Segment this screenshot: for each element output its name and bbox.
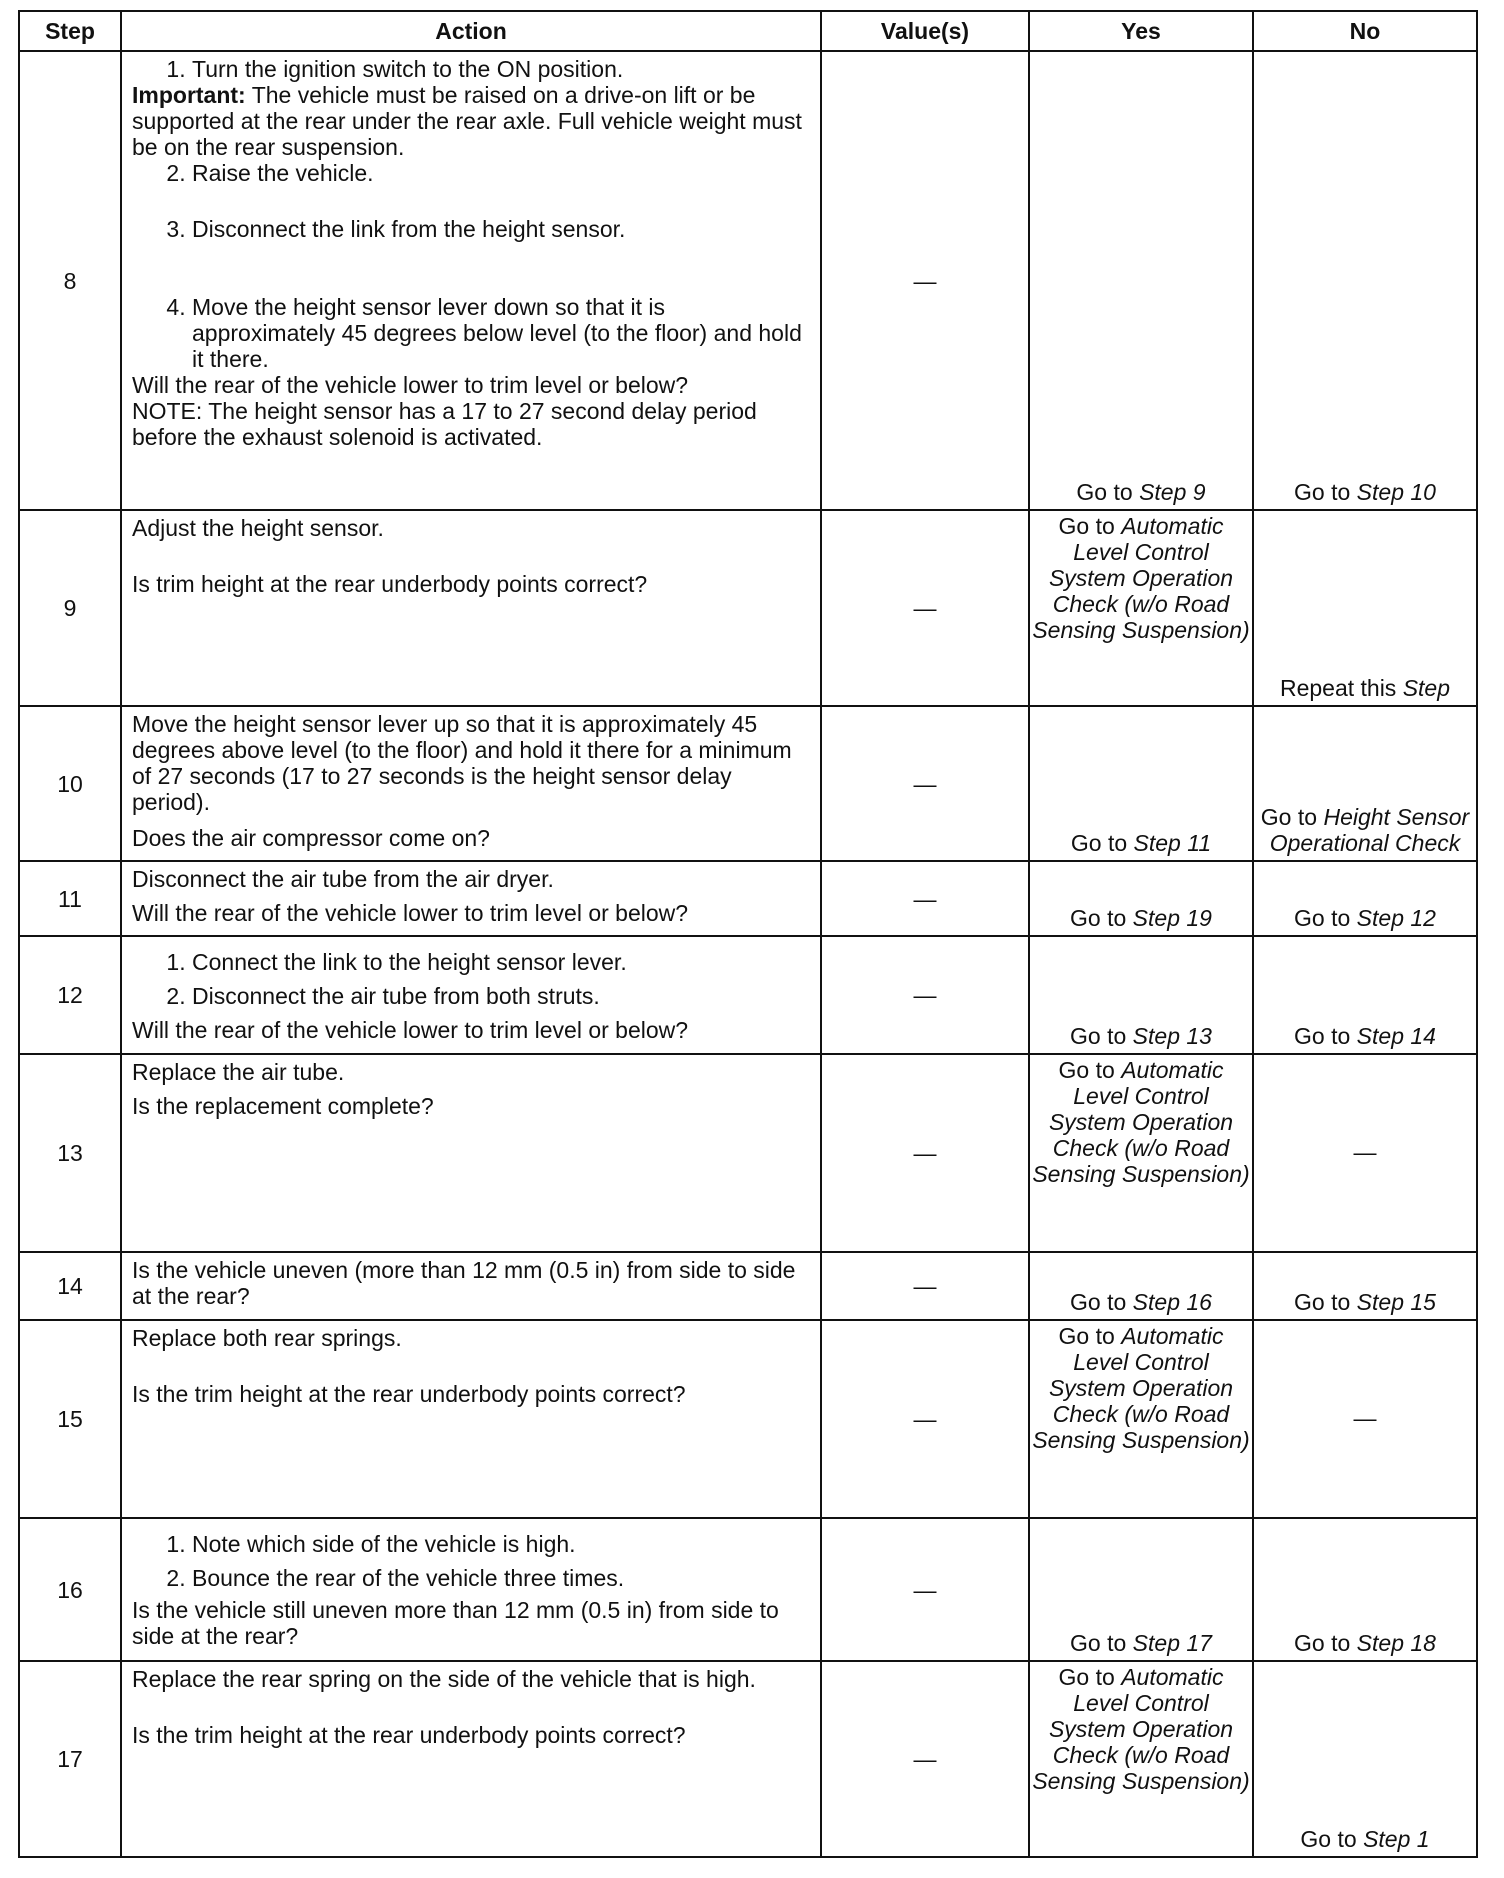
action-cell	[121, 51, 821, 510]
alc-check-link[interactable]: Automatic Level Control System Operation Check (w/o Road Sensing Suspension)	[1032, 1057, 1250, 1187]
header-step: Step	[19, 11, 121, 51]
no-step-link[interactable]: Step 10	[1356, 479, 1436, 505]
yes-step-link[interactable]: Step 13	[1132, 1023, 1212, 1049]
no-step-link[interactable]: Step 12	[1356, 905, 1436, 931]
table-row	[19, 510, 1477, 706]
action-question: Will the rear of the vehicle lower to trim level or below?	[132, 1017, 689, 1043]
action-question: Is the trim height at the rear underbody points correct?	[132, 1381, 686, 1407]
value-cell: —	[821, 510, 1029, 706]
diagnostic-steps-table	[18, 10, 1478, 1858]
alc-check-link[interactable]: Automatic Level Control System Operation Check (w/o Road Sensing Suspension)	[1032, 513, 1250, 643]
action-item: 1. Note which side of the vehicle is high.	[192, 1531, 810, 1557]
height-sensor-check-link[interactable]: Height Sensor Operational Check	[1269, 804, 1470, 856]
action-question: Is the vehicle uneven (more than 12 mm (0.5 in) from side to side at the rear?	[132, 1257, 796, 1309]
value-cell: —	[821, 1518, 1029, 1661]
action-cell: Replace the air tube. Is the replacement complete?	[121, 1054, 821, 1252]
value-cell: —	[821, 1054, 1029, 1252]
action-cell	[121, 936, 821, 1054]
no-cell: —	[1253, 1320, 1477, 1518]
step-number: 8	[19, 51, 121, 510]
table-row	[19, 1518, 1477, 1661]
no-cell: Go to Step 12	[1253, 861, 1477, 936]
action-item: 2. Raise the vehicle.	[192, 160, 810, 186]
table-row	[19, 51, 1477, 510]
table-row	[19, 1054, 1477, 1252]
yes-step-link[interactable]: Step 16	[1132, 1289, 1212, 1315]
no-cell: Go to Step 18	[1253, 1518, 1477, 1661]
table-row	[19, 936, 1477, 1054]
no-step-link[interactable]: Step 18	[1356, 1630, 1436, 1656]
action-cell: Adjust the height sensor. Is trim height at the rear underbody points correct?	[121, 510, 821, 706]
important-label: Important:	[132, 82, 246, 108]
value-cell: —	[821, 861, 1029, 936]
no-step-link[interactable]: Step	[1402, 675, 1451, 701]
action-cell: Disconnect the air tube from the air dryer. Will the rear of the vehicle lower to trim level or below?	[121, 861, 821, 936]
action-question: Is the replacement complete?	[132, 1093, 434, 1119]
alc-check-link[interactable]: Automatic Level Control System Operation Check (w/o Road Sensing Suspension)	[1032, 1664, 1250, 1794]
step-number: 17	[19, 1661, 121, 1857]
table-row	[19, 1320, 1477, 1518]
action-question: Will the rear of the vehicle lower to trim level or below?	[132, 900, 689, 926]
yes-step-link[interactable]: Step 19	[1132, 905, 1212, 931]
header-no: No	[1253, 11, 1477, 51]
header-action: Action	[121, 11, 821, 51]
no-step-link[interactable]: Step 15	[1356, 1289, 1436, 1315]
no-cell: —	[1253, 1054, 1477, 1252]
value-cell: —	[821, 706, 1029, 861]
action-cell	[121, 1518, 821, 1661]
action-question: Will the rear of the vehicle lower to trim level or below?	[132, 372, 689, 398]
step-number: 15	[19, 1320, 121, 1518]
action-item: 4. Move the height sensor lever down so that it is approximately 45 degrees below level (to the floor) and hold it there.	[192, 294, 810, 372]
yes-cell: Go to Step 16	[1029, 1252, 1253, 1320]
value-cell: —	[821, 936, 1029, 1054]
no-cell: Go to Height Sensor Operational Check	[1253, 706, 1477, 861]
step-number: 12	[19, 936, 121, 1054]
step-number: 9	[19, 510, 121, 706]
action-item: 1. Connect the link to the height sensor lever.	[192, 949, 810, 975]
action-cell	[121, 1252, 821, 1320]
yes-step-link[interactable]: Step 11	[1133, 830, 1212, 856]
step-number: 14	[19, 1252, 121, 1320]
step-number: 16	[19, 1518, 121, 1661]
no-cell: Go to Step 10	[1253, 51, 1477, 510]
step-number: 10	[19, 706, 121, 861]
value-cell: —	[821, 51, 1029, 510]
table-row	[19, 1661, 1477, 1857]
alc-check-link[interactable]: Automatic Level Control System Operation Check (w/o Road Sensing Suspension)	[1032, 1323, 1250, 1453]
yes-cell: Go to Step 13	[1029, 936, 1253, 1054]
value-cell: —	[821, 1252, 1029, 1320]
table-row	[19, 1252, 1477, 1320]
yes-cell: Go to Automatic Level Control System Operation Check (w/o Road Sensing Suspension)	[1029, 510, 1253, 706]
value-cell: —	[821, 1320, 1029, 1518]
header-values: Value(s)	[821, 11, 1029, 51]
step-number: 13	[19, 1054, 121, 1252]
yes-cell: Go to Step 11	[1029, 706, 1253, 861]
action-question: Is the trim height at the rear underbody points correct?	[132, 1722, 686, 1748]
action-cell: Move the height sensor lever up so that it is approximately 45 degrees above level (to the floor) and hold it there for a minimum of 27 seconds (17 to 27 seconds is the height sensor delay period). Does the air compressor come on?	[121, 706, 821, 861]
no-cell: Go to Step 14	[1253, 936, 1477, 1054]
action-item: 2. Bounce the rear of the vehicle three times.	[192, 1565, 810, 1591]
action-item: 1. Turn the ignition switch to the ON position.	[192, 56, 810, 82]
yes-step-link[interactable]: Step 17	[1132, 1630, 1212, 1656]
yes-cell: Go to Step 9	[1029, 51, 1253, 510]
important-note: Important: The vehicle must be raised on a drive-on lift or be supported at the rear under the rear axle. Full vehicle weight must be on the rear suspension.	[132, 82, 802, 160]
no-cell: Go to Step 15	[1253, 1252, 1477, 1320]
action-question: Is trim height at the rear underbody points correct?	[132, 571, 648, 597]
yes-cell: Go to Automatic Level Control System Operation Check (w/o Road Sensing Suspension)	[1029, 1661, 1253, 1857]
no-cell: Repeat this Step	[1253, 510, 1477, 706]
no-step-link[interactable]: Step 1	[1363, 1826, 1430, 1852]
action-question: Does the air compressor come on?	[132, 825, 490, 851]
step-number: 11	[19, 861, 121, 936]
header-row	[19, 11, 1477, 51]
action-item: 3. Disconnect the link from the height sensor.	[192, 216, 810, 242]
header-yes: Yes	[1029, 11, 1253, 51]
yes-cell: Go to Automatic Level Control System Operation Check (w/o Road Sensing Suspension)	[1029, 1320, 1253, 1518]
diagnostic-table-page	[18, 10, 1476, 1854]
value-cell: —	[821, 1661, 1029, 1857]
action-note: NOTE: The height sensor has a 17 to 27 second delay period before the exhaust solenoid is activated.	[132, 398, 757, 450]
yes-cell: Go to Automatic Level Control System Operation Check (w/o Road Sensing Suspension)	[1029, 1054, 1253, 1252]
yes-cell: Go to Step 19	[1029, 861, 1253, 936]
yes-step-link[interactable]: Step 9	[1139, 479, 1206, 505]
action-cell: Replace the rear spring on the side of the vehicle that is high. Is the trim height at the rear underbody points correct?	[121, 1661, 821, 1857]
no-step-link[interactable]: Step 14	[1356, 1023, 1436, 1049]
table-row	[19, 861, 1477, 936]
action-question: Is the vehicle still uneven more than 12 mm (0.5 in) from side to side at the rear?	[132, 1597, 779, 1649]
table-row	[19, 706, 1477, 861]
action-cell: Replace both rear springs. Is the trim height at the rear underbody points correct?	[121, 1320, 821, 1518]
yes-cell: Go to Step 17	[1029, 1518, 1253, 1661]
no-cell: Go to Step 1	[1253, 1661, 1477, 1857]
action-item: 2. Disconnect the air tube from both struts.	[192, 983, 810, 1009]
